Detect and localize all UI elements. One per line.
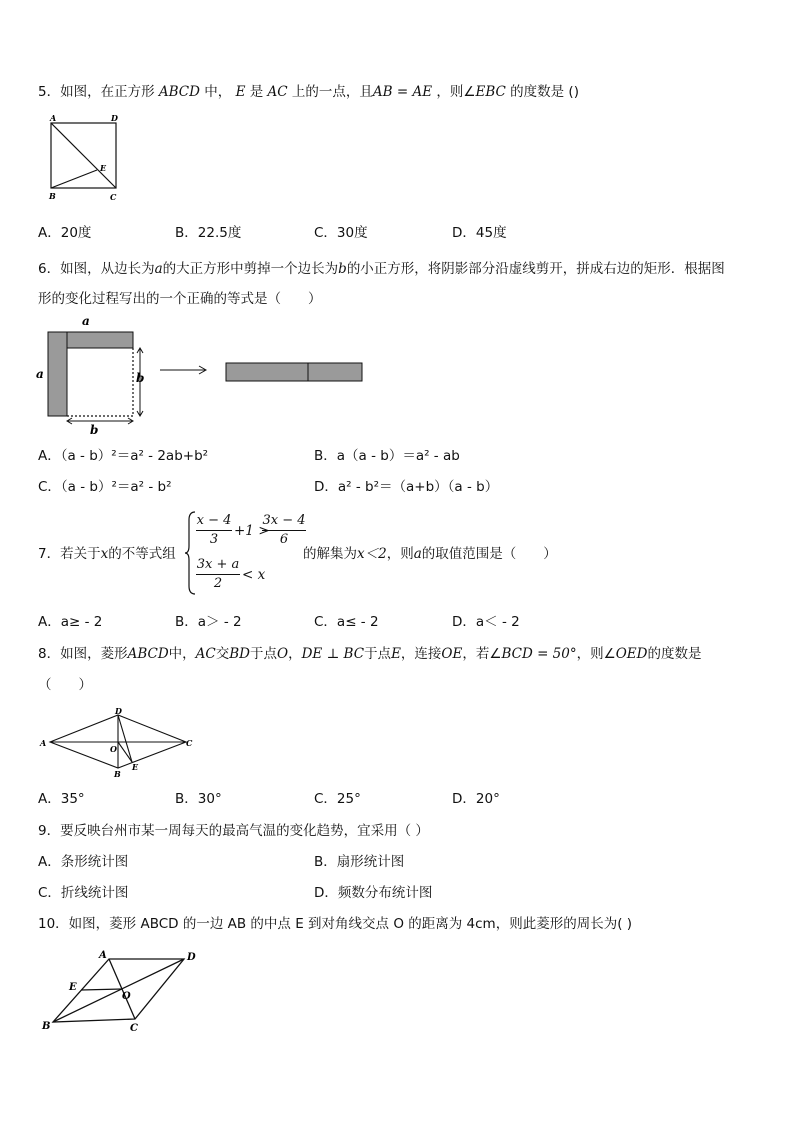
q7-option-b[interactable]: B．a＞ - 2	[175, 614, 242, 630]
q6-cut-square-figure	[30, 310, 370, 440]
q8-stem-line1: 8．如图，菱形ABCD中，AC交BD于点O，DE ⊥ BC于点E，连接OE，若∠BCD = 50°，则∠OED的度数是	[38, 646, 702, 662]
q7-ineq1-mid: +1 >	[234, 523, 270, 539]
q6-label-right-b: b	[136, 371, 145, 385]
q10-rhombus-figure	[38, 945, 208, 1035]
q6-stem-line1: 6．如图，从边长为a的大正方形中剪掉一个边长为b的小正方形，将阴影部分沿虚线剪开，拼成右边的矩形．根据图	[38, 261, 725, 277]
q8-label-a: A	[40, 738, 47, 748]
q8-label-b: B	[114, 769, 121, 779]
q10-label-o: O	[122, 991, 131, 1002]
q6-label-top-a: a	[82, 314, 90, 328]
q5-option-a[interactable]: A．20度	[38, 225, 92, 241]
q5-option-c[interactable]: C．30度	[314, 225, 368, 241]
q8-stem-line2: （ ）	[38, 677, 92, 693]
q7-stem-suffix: 的解集为x＜2，则a的取值范围是（ ）	[303, 546, 557, 562]
q8-label-c: C	[186, 738, 193, 748]
q10-stem: 10．如图，菱形 ABCD 的一边 AB 的中点 E 到对角线交点 O 的距离为 4cm，则此菱形的周长为( )	[38, 916, 633, 932]
q6-label-left-a: a	[36, 367, 44, 381]
q8-rhombus-figure	[38, 705, 198, 780]
q7-ineq2-lhs-fraction: 3x + a 2	[196, 557, 240, 591]
q10-label-b: B	[42, 1021, 51, 1032]
q6-option-a[interactable]: A．（a - b）²＝a² - 2ab+b²	[38, 448, 209, 464]
q9-option-b[interactable]: B．扇形统计图	[314, 854, 405, 870]
q9-option-d[interactable]: D．频数分布统计图	[314, 885, 433, 901]
q9-option-a[interactable]: A．条形统计图	[38, 854, 129, 870]
q7-option-c[interactable]: C．a≤ - 2	[314, 614, 379, 630]
q5-option-b[interactable]: B．22.5度	[175, 225, 242, 241]
q5-label-d: D	[111, 113, 118, 123]
q8-label-e: E	[132, 762, 139, 772]
q7-option-d[interactable]: D．a＜ - 2	[452, 614, 520, 630]
q7-option-a[interactable]: A．a≥ - 2	[38, 614, 103, 630]
q5-square-figure	[40, 112, 130, 204]
q7-ineq1-lhs-fraction: x − 4 3	[196, 513, 232, 547]
q5-label-c: C	[110, 192, 117, 202]
q10-label-a: A	[99, 950, 107, 961]
q5-stem: 5．如图，在正方形 ABCD 中， E 是 AC 上的一点，且AB = AE ，则∠EBC 的度数是 ()	[38, 84, 579, 100]
q6-stem-line2: 形的变化过程写出的一个正确的等式是（ ）	[38, 291, 322, 307]
q8-label-d: D	[115, 706, 122, 716]
q6-option-d[interactable]: D．a² - b²＝（a+b）（a - b）	[314, 479, 499, 495]
q7-ineq1-rhs-fraction: 3x − 4 6	[262, 513, 306, 547]
q6-option-b[interactable]: B．a（a - b）＝a² - ab	[314, 448, 460, 464]
q10-label-c: C	[130, 1023, 138, 1034]
q5-label-e: E	[100, 163, 107, 173]
q9-stem: 9．要反映台州市某一周每天的最高气温的变化趋势，宜采用（ ）	[38, 823, 429, 839]
q7-stem-prefix: 7．若关于x的不等式组	[38, 546, 176, 562]
q5-option-d[interactable]: D．45度	[452, 225, 507, 241]
q10-label-d: D	[187, 952, 196, 963]
q6-label-bottom-b: b	[90, 423, 99, 437]
q7-ineq2-rhs: < x	[242, 567, 266, 583]
q9-option-c[interactable]: C．折线统计图	[38, 885, 129, 901]
q8-option-c[interactable]: C．25°	[314, 791, 361, 807]
q6-option-c[interactable]: C．（a - b）²＝a² - b²	[38, 479, 172, 495]
q8-label-o: O	[110, 744, 117, 754]
q8-option-a[interactable]: A．35°	[38, 791, 85, 807]
q5-label-a: A	[50, 113, 57, 123]
q5-label-b: B	[49, 191, 56, 201]
q8-option-d[interactable]: D．20°	[452, 791, 500, 807]
q10-label-e: E	[69, 982, 77, 993]
q8-option-b[interactable]: B．30°	[175, 791, 222, 807]
